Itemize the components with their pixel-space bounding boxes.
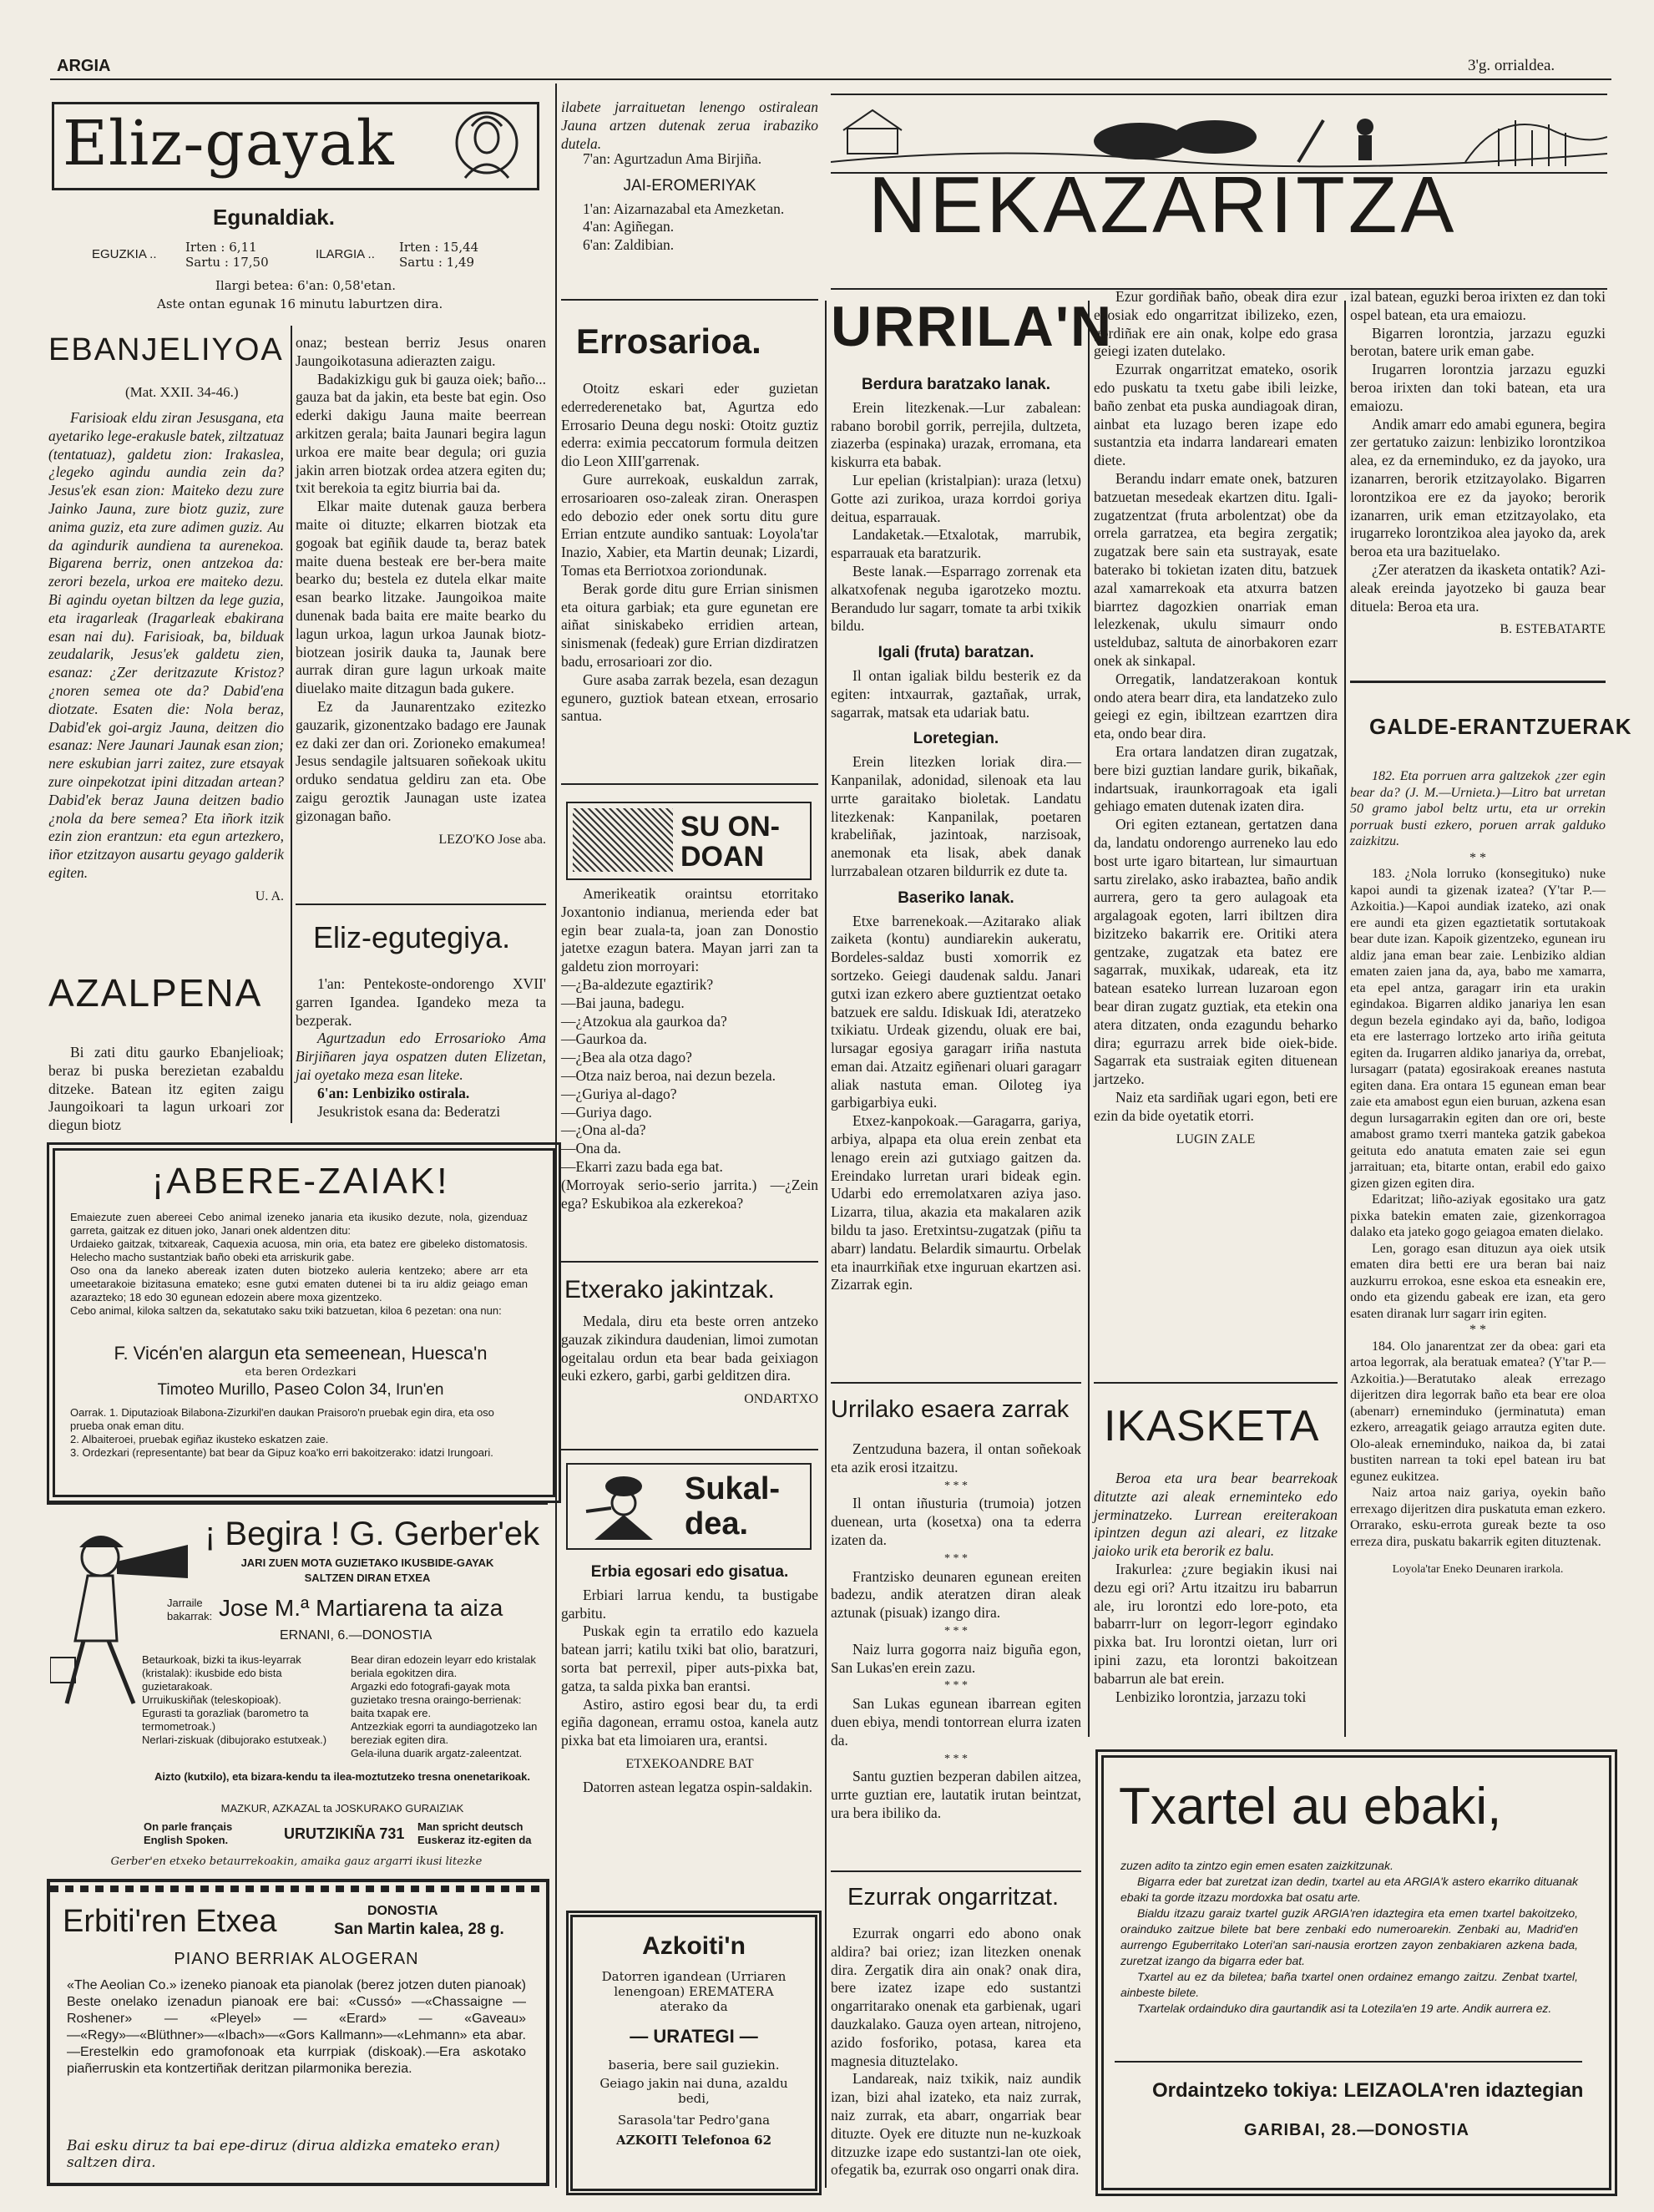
sukaldea-box bbox=[566, 1463, 812, 1550]
ilargi-betea: Ilargi betea: 6'an: 0,58'etan. bbox=[215, 278, 397, 293]
jai-6: 6'an: Zaldibian. bbox=[583, 236, 675, 254]
rule bbox=[1115, 2061, 1582, 2063]
eguzkia-irten: Irten : 6,11 bbox=[185, 240, 257, 255]
abere-vicen: F. Vicén'en alargun eta semeenean, Huesca'n bbox=[114, 1343, 488, 1364]
ebanjeliyoa-heading: EBANJELIYOA bbox=[48, 332, 284, 367]
etxekoandre-signature: ETXEKOANDRE BAT bbox=[625, 1756, 754, 1771]
egutegi-2: Agurtzadun edo Errosarioko Ama Birjiñaren jaya ospatzen duten Elizetan, jai oyetako meza esan liteke. bbox=[296, 1030, 546, 1083]
parle-line: On parle français English Spoken. bbox=[144, 1820, 233, 1846]
esaera-5: San Lukas egunean ibarrean egiten duen ebiya, mendi tontorrean elurra izaten da. bbox=[831, 1695, 1081, 1749]
column-rule bbox=[1088, 301, 1090, 1737]
rule bbox=[561, 1449, 818, 1450]
erbiti-city: DONOSTIA bbox=[367, 1904, 438, 1918]
loretegian-heading: Loretegian. bbox=[913, 730, 999, 748]
ezurak-text-2: Landareak, naiz txikik, naiz aundik izan, bizi ahal izateko, eta naiz zurrak, naiz zurrak, eta abarr, ongarriak bear dituzte. Oyek ere dituzte nun ne-kuzkoak ditzuzke izape edo sustantzi-lan ote oiek, ofegatik ba, ezurrak oso ongarri onak dira. bbox=[831, 2070, 1081, 2179]
column-rule bbox=[291, 326, 292, 1123]
rule bbox=[831, 1870, 1081, 1872]
ilargia-sartu: Sartu : 1,49 bbox=[399, 255, 475, 270]
baseriko-text-2: Etxez-kanpokoak.—Garagarra, gariya, arbiya, alpapa eta olua erein zenbat eta lenago erein azi gutxiago gaitzen da. Ereindako lurretan urari bideak egin. Udarbi edo erremolatxaren aziya jaso. Lizarra, tilua, akazia eta makalaren azik bildu ta jaso. Eretxintsu-zugatzak (piñu ta abarr) landatu. Belardik simaurtu. Orbelak eta inaurrkiñak etxe inguruan ekartzen asi. Zizarrak egin. bbox=[831, 1112, 1081, 1293]
su-ondoan-text: Amerikeatik oraintsu etorritako Joxantonio indianua, merienda eder bat egin bear zuala-ta, joan zan Donostio jatetxe ezagun batera. Mayan jarri zan ta galdetu zion morroyari: bbox=[561, 885, 818, 975]
ondartxo-signature: ONDARTXO bbox=[744, 1392, 818, 1407]
gerber-right-1: Bear diran edozein leyarr edo kristalak beriala egokitzen dira. bbox=[351, 1653, 536, 1679]
erbia-text-4: Datorren astean legatza ospin-saldakin. bbox=[583, 1778, 813, 1795]
azkoitin-ad bbox=[566, 1911, 822, 2195]
galde-184: 184. Olo janarentzat zer da obea: gari eta artoa legorrak, ala beratuak ematea? (Y'tar P.—Azkoitia.)—Beratutako aleak errezago dijeritzen dira legorrak baño eta bear ere oloa (abenarr) erneminduko (jerminatuta) eman ezkero, arreagatik geiago arrautza egiten dute. Olo-aleak erneminduko, naikoa da, bi zatai bustiten narrean ta toki epel batean iru bat egunez eukitzea. bbox=[1350, 1339, 1606, 1484]
col5-text-2: Ezurrak ongarritzat emateko, osorik edo puskatu ta txetu gabe ibili leizke, baño zenbat eta puska aundiagoak diran, ainbat eta luzago beren izape edo sustantzia eta indarra landareari ematen diete. bbox=[1094, 361, 1338, 469]
berdura-heading: Berdura baratzako lanak. bbox=[862, 376, 1050, 393]
column-rule bbox=[1344, 301, 1346, 1737]
col6-text-1: izal batean, eguzki beroa irixten ez dan toki ospel batean, eta ura emaiozu. bbox=[1350, 288, 1606, 323]
eguzkia-label: EGUZKIA .. bbox=[92, 247, 157, 261]
garibai-line: GARIBAI, 28.—DONOSTIA bbox=[1244, 2121, 1469, 2139]
esaera-3: Frantzisko deunaren egunean ereiten badezu, andik ateratzen diran aleak aztunak (pisuak) izango dira. bbox=[831, 1567, 1081, 1622]
dialog-6: —Otza naiz beroa, nai dezun bezela. bbox=[561, 1066, 776, 1084]
printer-line: Loyola'tar Eneko Deunaren irarkola. bbox=[1392, 1563, 1564, 1576]
begira-sub-2: SALTZEN DIRAN ETXEA bbox=[304, 1572, 431, 1584]
mazkur-line: MAZKUR, AZKAZAL ta JOSKURAKO GURAIZIAK bbox=[220, 1802, 464, 1815]
erbia-text-2: Puskak egin ta erratilo edo kazuela batean jarri; katilu txiki bat olio, baratzuri, sorta bat perrexil, piper auts-pixka bat, gatza, ta salda pixka ban erantsi. bbox=[561, 1622, 818, 1694]
errosarioa-text-3: Berak gorde ditu gure Errian sinismen eta oitura garbiak; eta gure egunetan ere aiñat siniskabeko erridien artean, sinismenak (fedeak) gure Errian dizdiratzen badu, errosarioari zor dio. bbox=[561, 580, 818, 670]
decorative-border bbox=[50, 1886, 543, 1892]
galde-183-2: Edaritzat; liño-aziyak egositako ura gatz pixka batekin ematen zaie, gizenkorragoa dalako eta jateko gogo geiagoa ematen dielako. bbox=[1350, 1192, 1606, 1239]
rule bbox=[1094, 1382, 1338, 1384]
eguzkia-sartu: Sartu : 17,50 bbox=[185, 255, 269, 270]
cook-illustration-icon bbox=[578, 1470, 670, 1541]
abere-zaiak-title: ¡ABERE-ZAIAK! bbox=[151, 1161, 450, 1202]
ua-signature: U. A. bbox=[255, 888, 284, 904]
txartel-text-2: Bigarra eder bat zuretzat izan dedin, txartel au eta ARGIA'k astero ekarriko dituanak ebaki ta gorde itzazu mordoxka bat osatu arte. bbox=[1120, 1875, 1578, 1904]
erbiti-text: «The Aeolian Co.» izeneko pianoak eta pianolak (berez jotzen duten pianoak) Beste onelako izenadun pianoak ere bai: «Cussó» —«Chassaigne — Roshener» — «Pleyel» — «Erard» — «Gaveau» —«Regy»—«Blüthner»—«Ibach»—«Gors Kallmann»—«Lehmann» eta abar.—Erestelkin edo gramofonoak eta kurrpiak (diskoak).—Era askotako piañerruskin eta kontzertiñak deritzan pilarmonika berezia. bbox=[67, 1978, 526, 2076]
egutegi-7: 7'an: Agurtzadun Ama Birjiña. bbox=[583, 150, 762, 167]
beste-lanak-text: Beste lanak.—Esparrago zorrenak eta alkatxofenak neguba igarotzeko moztu. Berandudo lur sagarr, tomate ta arbi txikik bildu. bbox=[831, 562, 1081, 635]
masthead-eliz-gayak bbox=[52, 102, 539, 190]
rule bbox=[296, 904, 546, 905]
ikasketa-heading: IKASKETA bbox=[1104, 1402, 1320, 1450]
azalpena-text: Bi zati ditu gaurko Ebanjelioak; beraz bi puska berezietan ezabaldu ditzeke. Batean itz egiten zaigu Jaungoikoari ta lagun urkoari zor diegun biotz bbox=[48, 1044, 284, 1134]
col5-text-3: Berandu indarr emate onek, batzuren batzuetan mesedeak ekartzen ditu. Igali-zugatzentzat (fruta arbolentzat) obe da orrela garratzea, eta begira zergatik; zugatzak bere sain eta sustrayak, esate baterako bi tokietan izaten ditu, batzuek azal xamarrekoak eta atxurra batzen biarrtez dagozkien onarriak eman lelezkenak, ukulu simaurr ondo usteldubaz, saltuta de ainorbakoren ezarr onek ak sinkapal. bbox=[1094, 469, 1338, 669]
gerber-left-3: Egurasti ta gorazliak (barometro ta termometroak.) bbox=[142, 1707, 309, 1733]
txartel-title: Txartel au ebaki, bbox=[1119, 1778, 1502, 1835]
man-spricht-line: Man spricht deutsch Euskeraz itz-egiten da bbox=[417, 1820, 532, 1846]
col5-text-7: Naiz eta sardiñak ugari egon, beti ere ezin da bide oyetatik etorri. bbox=[1094, 1089, 1338, 1124]
errosarioa-heading: Errosarioa. bbox=[576, 321, 761, 361]
ikasketa-text-3: Lenbiziko lorontzia, jarzazu toki bbox=[1115, 1688, 1307, 1705]
dialog-11: —Ekarri zazu bada ega bat. bbox=[561, 1157, 723, 1175]
azkoitin-text-2: baseria, bere sail guziekin. bbox=[608, 2058, 780, 2073]
errosarioa-text-1: Otoitz eskari eder guzietan ederrederenetako bat, Agurtza edo Errosario Deuna degu noski: Otoitz guztiz ederra: eximia peccatorum formula deitzen dio Leon XIII'garrenak. bbox=[561, 380, 818, 470]
gerber-right-2: Argazki edo fotografi-gayak mota guzietako tresna oraingo-berrienak: baita txapak ere. bbox=[351, 1680, 522, 1719]
begira-title: ¡ Begira ! G. Gerber'ek bbox=[205, 1516, 540, 1552]
ebanjelio-text: Farisioak eldu ziran Jesusgana, eta ayetariko lege-erakusle batek, ziltzatuaz (tentatuaz), galdetu zion: Irakaslea, ¿legeko agindu aundia zein da? Jesus'ek esan zion: Maiteko dezu zure Jainko Jauna, zure biotz guziz, zure anima guziz, eta zure adimen guziz. Au da agindurik aundiena ta aurenekoa. Bigarena berriz, onen antzekoa da: zerori bezela, urkoa ere maiteko dezu. Bi agindu oyetan biltzen da lege guzia, eta iragarleak (Iragarleak ebakirana esan nai du). Farisioak, ba, bilduak zeudalarik, Jesus'ek galdetu zien, esanaz: ¿Zer deritzazute Kristoz? ¿noren semea ote da? Dabid'ena diotzate. Esaten die: Nola beraz, Dabid'ek goi-argiz Jauna, deitzen dio esanaz: Nere Jaunari Jaunak esan zion; nere eskubian jarri zaitez, zure etsayak zure oinpekotzat ipini ditzadan artean? Dabid'ek beraz Jauna deitzen badio ¿nola da bere semea? Eta iñork itzik ezin zion erantzun: eta egun artezkero, iñor etzitzayon ausartu geyago galderik egiten. bbox=[48, 409, 284, 881]
column-rule bbox=[825, 301, 827, 2188]
jai-1: 1'an: Aizarnazabal eta Amezketan. bbox=[583, 200, 785, 217]
esaera-1: Zentzuduna bazera, il ontan soñekoak eta azik erosi itzaitzu. bbox=[831, 1440, 1081, 1476]
piano-line: PIANO BERRIAK ALOGERAN bbox=[174, 1950, 419, 1968]
su-ondoan-heading: SU ON-DOAN bbox=[680, 811, 780, 873]
gerber-footer: Gerber'en etxeko betaurrekoakin, amaika gauz argarri ikusi litezke bbox=[110, 1855, 483, 1868]
abere-oarra-2: 2. Albaiteroei, pruebak egiñaz ikusteko eskatzen zaie. bbox=[70, 1433, 329, 1445]
running-head-right: 3'g. orrialdea. bbox=[1468, 57, 1555, 74]
begira-sub-1: JARI ZUEN MOTA GUZIETAKO IKUSBIDE-GAYAK bbox=[240, 1556, 494, 1569]
dialog-3: —¿Atzokua ala gaurkoa da? bbox=[561, 1012, 727, 1030]
abere-timoteo: Timoteo Murillo, Paseo Colon 34, Irun'en bbox=[157, 1381, 444, 1399]
ezurak-text-1: Ezurrak ongarri edo abono onak aldira? bai oriez; izan litezken onenak dira. Zergatik dira ain onak? onak dira, bere izatez izape edo sustantzi ongarritarako onenak eta garbienak, ugari dauzkalako. Gauza oyen artean, nitrojeno, azido fosforiko, potasa, karea eta magnesia dituztelako. bbox=[831, 1925, 1081, 2069]
errosarioa-text-4: Gure asaba zarrak bezela, esan dezagun egunero, guztiok batean etxean, errosario santua. bbox=[561, 671, 818, 725]
lezo-signature: LEZO'KO Jose aba. bbox=[438, 832, 546, 847]
gerber-left-4: Nerlari-ziskuak (dibujorako estutxeak.) bbox=[142, 1734, 327, 1746]
praying-figure-icon bbox=[447, 109, 527, 181]
erbia-text-3: Astiro, astiro egosi bear du, ta erdi egiña dagonean, erramu ostoa, kanela autz pixka bat eta limoiaren ura, erantsi. bbox=[561, 1695, 818, 1749]
gerber-right-4: Gela-iluna duarik argatz-zaleentzat. bbox=[351, 1747, 523, 1759]
lugin-signature: LUGIN ZALE bbox=[1176, 1131, 1256, 1146]
aizto-line: Aizto (kutxilo), eta bizara-kendu ta ilea-moztutzeko tresna onenetarikoak. bbox=[154, 1770, 531, 1783]
igali-text: Il ontan igaliak bildu besterik ez da egiten: intxaurrak, gaztañak, urrak, sagarrak, matsak eta udariak batu. bbox=[831, 666, 1081, 721]
estebatarte-signature: B. ESTEBATARTE bbox=[1500, 622, 1606, 637]
aste-note: Aste ontan egunak 16 minutu laburtzen dira. bbox=[157, 296, 443, 311]
masthead-title: Eliz-gayak bbox=[63, 108, 395, 180]
esaera-4: Naiz lurra gogorra naiz biguña egon, San Lukas'en erein zazu. bbox=[831, 1640, 1081, 1676]
galde-183: 183. ¿Nola lorruko (konsegituko) nuke kapoi aundi ta gizenak izatea? (Y'tar P.—Azkoitia.)—Kapoi aundiak izateko, azi onak ere aundi eta gizen egaztietatik sortutakoak bear dute izan. Kapoik gizentzeko, egunean iru aldiz jana eman bear zaie. Lenbiziko aldian ematen zaien jana da, aya, babo me xamarra, eta epel antza, garagarr irin eta urakin egindakoa. Bigarren aldiko janariya len esan degun bezela egindako ayi da, baño, lodigoa eta ere lasterrago lortzeko arto iriña geituta egiten da. Irugarren aldiko janariya da, orrebat, lursagarr (patata) egosirakoak ereanes nastuta egiten dana. Era ontara 15 egunean eman bear zaie eta amabost egun eien buruan, azkena esan degun lursagarrakin egiten dan ore ori, beste amabost gramo txerri manteka gatzik gabekoa geituta edo anatuta ematen zaie sei egun jarraituan; eta, bitarte ontan, erabil edo gaixo gizen gizen egiten dira. bbox=[1350, 867, 1606, 1191]
col2-text-4: Ez da Jaunarentzako ezitezko gauzarik, gizonentzako badago ere Jaunak ez daki zer dan ori. Zorioneko emakumea! Jesus sendagile jaltsuaren soñekoak ukitu orduko sendatua geldiru zan eta. Obe zaigu geroztik Jaunagan uste izatea gizonagan baño. bbox=[296, 697, 546, 824]
erbiti-street: San Martin kalea, 28 g. bbox=[334, 1921, 504, 1938]
erbiti-title: Erbiti'ren Etxea bbox=[63, 1904, 277, 1939]
dialog-10: —Ona da. bbox=[561, 1140, 621, 1157]
urrilako-heading: Urrilako esaera zarrak bbox=[831, 1396, 1070, 1423]
gerber-left-1: Betaurkoak, bizki ta ikus-leyarrak (kristalak): ikusbide edo bista guzietarakoak. bbox=[142, 1653, 301, 1693]
abere-text-2: Urdaieko gaitzak, txitxareak, Caquexia acuosa, min oria, eta batez ere gibeleko distomatosis. Helecho macho sustantziak baño obeki eta arriskurik gabe. bbox=[70, 1238, 528, 1263]
egutegi-4: Jesukristok esana da: Bederatzi bbox=[317, 1102, 501, 1120]
ezurak-heading: Ezurrak ongarritzat. bbox=[847, 1884, 1060, 1911]
berdura-text-2: Lur epelian (kristalpian): uraza (letxu) Gotte azi zurikoa, uraza korrdoi goriya deitua, esparrauak. bbox=[831, 471, 1081, 525]
ikasketa-text-1: Beroa eta ura bear bearrekoak ditutzte azi aleak erneminteko edo jerminatzeko. Lurrean ereiterakoan ipintzen degun azi aleari, ez litzake jaioko urik eta berorik ez balu. bbox=[1094, 1470, 1338, 1560]
baseriko-text-1: Etxe barrenekoak.—Azitarako aliak zaiketa (kontu) aundiarekin aukeratu, Bordeles-saldaz busti xomorrik ez sortzeko. Geiegi daudenak saldu. Janari gutxi izan ezkero abere guztientzat oetako batzuek ere saldu. Idiskuak Idi, ateratzeko txikiatu. Urdeak gizendu, oluak ere bai, lursagar egosiya garagarr iriña nastuta eman dai. Atzaitz egiñenari oluari garagarr aliak nastuta eman. Oiloteg iya garbigarbiya euki. bbox=[831, 912, 1081, 1111]
galde-182: 182. Eta porruen arra galtzekok ¿zer egin bear da? (J. M.—Urnieta.)—Litro bat urretan 50 gramo jabol beltz urtu, eta ur orrekin porruak busti ezkero, poruen arrak galduko zaizkitzu. bbox=[1350, 769, 1606, 848]
loretegian-text: Erein litezken loriak dira.—Kanpanilak, adonidad, silenoak eta lau urrte garaitako bioletak. Landatu litezkenak: Kanpanilak, poetaren krabeliñak, jazintoak, narzisoak, anemonak eta lisak, abek danak lurrzabalean otzaren bildurrik ez dute ta. bbox=[831, 753, 1081, 879]
rule bbox=[47, 1503, 548, 1505]
dialog-5: —¿Bea ala otza dago? bbox=[561, 1049, 692, 1066]
azalpena-heading: AZALPENA bbox=[48, 971, 263, 1015]
dialog-4: —Gaurkoa da. bbox=[561, 1030, 648, 1048]
erbiti-footer: Bai esku diruz ta bai epe-diruz (dirua aldizka emateko eran) saltzen dira. bbox=[67, 2138, 500, 2171]
dialog-9: —¿Ona al-da? bbox=[561, 1121, 646, 1139]
gerber-right-3: Antzezkiak egorri ta aundiagotzeko lan bereziak egiten dira. bbox=[351, 1720, 538, 1746]
rule bbox=[1350, 681, 1606, 683]
ernani-address: ERNANI, 6.—DONOSTIA bbox=[280, 1628, 432, 1643]
egutegi-3: 6'an: Lenbiziko ostirala. bbox=[317, 1084, 470, 1101]
hearth-illustration-icon bbox=[573, 808, 673, 872]
eliz-egutegiya-heading: Eliz-egutegiya. bbox=[313, 920, 511, 954]
abere-oarra-1: Oarrak. 1. Diputazioak Bilabona-Zizurkil'en daukan Praisoro'n pruebak egin dira, eta oso prueba onak eman ditu. bbox=[70, 1406, 494, 1432]
igali-heading: Igali (fruta) baratzan. bbox=[878, 644, 1034, 662]
gerber-left-2: Urruikuskiñak (teleskopioak). bbox=[142, 1693, 281, 1706]
col6-text-4: Andik amarr edo amabi egunera, begira zer gertatuko zaizun: lenbiziko lorontzikoa alea, ez da erneminduko, ez da jayoko, ura izanarren, berorik etzitzayolako. Bigarren lorontzikoa ere ez da jayoko; berorik izanarren, urik eman etzitzayolako, eta irugarreko lorontzikoa alea jayoko da, arek beroa eta ura bazituelako. bbox=[1350, 415, 1606, 560]
col5-text-6: Ori egiten eztanean, gertatzen dana da, landatu ondorengo aurreneko lau edo bost urte igaro bitartean, lur simaurtuan sartu zirelako, asko irabaztea, baño andik aurrera, gero ta gero aulagoak eta argalagoak egoten, larri ibiltzen dira bizitzeko bakarrik ere. Oritiki atera gentzake, zugatzak eta batez ere sagarrak, muxikak, udareak, eta itz batean esateko lurrean luzaroan egon bear diran zugatz guztiak, eta etekin ona atera ditzaten, onda ezagundu beharko dira; egurrazu arrek bide oiek-bide. Sagarrak eta sustraiak egiten dituenean jartzeko. bbox=[1094, 816, 1338, 1088]
nekazaritza-heading: NEKAZARITZA bbox=[868, 160, 1458, 250]
ilargia-label: ILARGIA .. bbox=[316, 247, 375, 261]
mat-ref: (Mat. XXII. 34-46.) bbox=[125, 384, 239, 400]
esaera-6: Santu guztien bezperan dabilen aitzea, urrte guztian ere, lautatik irutan beintzat, ura bera ibiliko da. bbox=[831, 1768, 1081, 1821]
azkoitin-text-1: Datorren igandean (Urriaren lenengoan) EREMATERA aterako da bbox=[601, 1969, 787, 2014]
jai-eromeriyak-heading: JAI-EROMERIYAK bbox=[623, 176, 756, 195]
azkoitin-title: Azkoiti'n bbox=[642, 1932, 746, 1960]
azkoitin-text-4: Sarasola'tar Pedro'gana bbox=[617, 2113, 771, 2128]
egutegi-1: 1'an: Pentekoste-ondorengo XVII' garren Igandea. Igandeko meza ta bezperak. bbox=[296, 975, 546, 1029]
col5-text-4: Orregatik, landatzerakoan kontuk ondo atera bearr dira, eta landatzeko zulo geiegi ez egin, ibiltzean ezarrtzen dira eta, ondo bear dira. bbox=[1094, 670, 1338, 742]
abere-text-1: Emaiezute zuen abereei Cebo animal izeneko janaria eta ikusiko dezute, nola, gizenduaz garreta, gaitzak ez dituen joko, Janari onek aldentzen ditu: bbox=[70, 1211, 528, 1237]
dialog-12: (Morroyak serio-serio jarrita.) —¿Zein ega? Eskubikoa ala ezkerekoa? bbox=[561, 1176, 818, 1212]
abere-eta: eta beren Ordezkari bbox=[245, 1366, 357, 1379]
running-head-left: ARGIA bbox=[57, 57, 111, 75]
etxerako-heading: Etxerako jakintzak. bbox=[564, 1276, 775, 1303]
urutzikina-phone: URUTZIKIÑA 731 bbox=[284, 1825, 405, 1842]
azkoitin-text-5: AZKOITI Telefonoa 62 bbox=[615, 2133, 772, 2148]
ikasketa-text-2: Irakurlea: ¿zure begiakin ikusi nai dezu egi ori? Artu itzaitzu iru babarrun ale, iru lorontzi edo lore-poto, eta babarrr-lurr on legorr-legorr egindako pixka bat. Iru lorontzi oietan, lurr ori ipini zazu, eta lorontzi bakoitzean babarrun ale bat erein. bbox=[1094, 1560, 1338, 1687]
ordaintzeko-line: Ordaintzeko tokiya: LEIZAOLA'ren idaztegian bbox=[1152, 2079, 1584, 2102]
etxerako-text: Medala, diru eta beste orren antzeko gauzak zikindura daudenian, limoi zumotan ogeitalau ordun eta bear bada geixiagon euki ezkero, garbi, garbi gelditzen dira. bbox=[561, 1313, 818, 1384]
col2-text-3: Elkar maite dutenak gauza berbera maite oi dituzte; elkarren biotzak eta gogoak bat egiñik daude ta, beraz batek maite duena besteak ere ber-bera maite bearko du; bestela ez dutela elkar maite esan bearko litzake. Jaungoikoa maite dunenak bada baita ere maite bearko du lagun urkoa, lagun urkoa Jaunak biotz-biotzean josirik dauka ta, Jaunak bere aurrak diran gure lagun urkoak maite diuelako maite ditzagun bada gukere. bbox=[296, 498, 546, 697]
galde-183-3: Len, gorago esan dituzun aya oiek utsik ematen dira betti ere ura beran bai naiz auzkurru errokoa, esne eskoa eta esneakin ere, ondo eta gizendu gabeak ere izan, eta gero esaten diranak lurr sagarr irin egiten. bbox=[1350, 1241, 1606, 1321]
dialog-7: —¿Guriya al-dago? bbox=[561, 1085, 677, 1102]
abere-text-4: Cebo animal, kiloka saltzen da, sekatutako saku txiki batzuetan, kiloa 6 pezetan: ona nun: bbox=[70, 1304, 502, 1317]
col3-cont: ilabete jarraituetan lenengo ostiralean Jauna artzen dutenak zerua irabaziko dutela. bbox=[561, 99, 818, 152]
col2-text-2: Badakizkigu guk bi gauza oiek; baño... gauza bat da jakin, eta beste bat egin. Oso ederki dakigu Jauna maite beerrean arkitzen gerala; baita Jaunari begira lagun urkoa ere maite bear degula; ori guzia jakin arren biotzak ordea atzera egiten du; txit berekoia ta egitz biurria bai da. bbox=[296, 370, 546, 497]
col6-text-2: Bigarren lorontzia, jarzazu eguzki berotan, batere urik eman gabe. bbox=[1350, 324, 1606, 360]
erbia-text-1: Erbiari larrua kendu, ta bustigabe garbitu. bbox=[561, 1586, 818, 1622]
erbia-heading: Erbia egosari edo gisatua. bbox=[590, 1563, 789, 1581]
berdura-text-1: Erein litezkenak.—Lur zabalean: rabano borobil gorrik, perrejila, dultzeta, ziazerba (espinaka) urazak, erromana, eta kiskurra eta babak. bbox=[831, 398, 1081, 471]
urrila-heading: URRILA'N bbox=[831, 295, 1114, 358]
col6-text-5: ¿Zer ateratzen da ikasketa ontatik? Azi-aleak ereinda jayotzeko bi gauza bear dituela: Beroa eta ura. bbox=[1350, 560, 1606, 615]
esaera-2: Il ontan iñusturia (trumoia) jotzen duenean, urta (kosetxa) ona ta ederra izaten da. bbox=[831, 1495, 1081, 1548]
jai-4: 4'an: Agiñegan. bbox=[583, 218, 675, 235]
abere-oarra-3: 3. Ordezkari (representante) bat bear da Gipuz koa'ko erri bakoitzerako: idatzi Irungoari. bbox=[70, 1446, 493, 1459]
txartel-text-5: Txartelak ordainduko dira gaurtandik asi ta Lotezila'en 19 arte. Andik aurrera ez. bbox=[1137, 2002, 1552, 2015]
rule bbox=[831, 1382, 1081, 1384]
su-ondoan-box bbox=[566, 802, 812, 880]
dialog-8: —Guriya dago. bbox=[561, 1103, 652, 1121]
jose-martiarena: Jose M.ª Martiarena ta aiza bbox=[219, 1595, 503, 1621]
dialog-1: —¿Ba-aldezute egaztirik? bbox=[561, 975, 714, 993]
egunaldiak-heading: Egunaldiak. bbox=[213, 205, 335, 230]
rule bbox=[561, 783, 818, 785]
rule bbox=[561, 1261, 818, 1263]
txartel-text-4: Txartel au ez da biletea; baña txartel onen ordainez emango zaitzu. Zenbat txartel, ainbeste bilete. bbox=[1120, 1970, 1578, 1999]
landaketak-text: Landaketak.—Etxalotak, marrubik, esparrauak eta baratzurik. bbox=[831, 526, 1081, 562]
ilargia-irten: Irten : 15,44 bbox=[399, 240, 479, 255]
galde-heading: GALDE-ERANTZUERAK bbox=[1369, 714, 1632, 739]
col5-text-5: Era ortara landatzen diran zugatzak, bere bizi guztian landare gurik, bikañak, indartsuak, iraunkorragoak eta igali gehiago ematen dutenak izaten dira. bbox=[1094, 742, 1338, 815]
errosarioa-text-2: Gure aurrekoak, euskaldun zarrak, errosarioaren oso-zaleak ziran. Oneraspen edo debozio eder onek sortu ditu gure Errian entzute aundiko santuak: Loyola'tar Inazio, Xabier, eta Martin deunak; Lizardi, Tomas eta Berriotxoa zoriondunak. bbox=[561, 470, 818, 579]
column-rule bbox=[555, 84, 557, 2188]
jarraile-label: Jarraile bakarrak: bbox=[167, 1597, 213, 1622]
txartel-text-1: zuzen adito ta zintzo egin emen esaten zaizkitzunak. bbox=[1120, 1859, 1394, 1872]
azkoitin-text-3: Geiago jakin nai duna, azaldu bedi, bbox=[599, 2076, 788, 2106]
baseriko-heading: Baseriko lanak. bbox=[898, 888, 1014, 907]
abere-text-3: Oso ona da laneko abereak izaten duten biotzeko auleria kentzeko; abere arr eta umeetarakoie bizitasuna emateko; esne gutxi ematen dutenei bi ta iru aldiz geiago eman azarazteko; 18 edo 30 egunean edozein abere moxa gizentzeko. bbox=[70, 1264, 528, 1303]
urategi-title: — URATEGI — bbox=[630, 2026, 758, 2047]
col6-text-3: Irugarren lorontzia jarzazu eguzki beroa irixten dan toki batean, eta ura emaiozu. bbox=[1350, 361, 1606, 414]
sukaldea-heading: Sukal-dea. bbox=[685, 1471, 781, 1541]
dialog-2: —Bai jauna, badegu. bbox=[561, 994, 685, 1011]
col5-text-1: Ezur gordiñak baño, obeak dira ezur egosiak edo ongarritzat ibilizeko, ezen, gordiñak ere ain onak, kolpe edo grasa geiegi izaten dutelako. bbox=[1094, 288, 1338, 360]
galde-184-2: Naiz artoa naiz gariya, oyekin baño errexago dijeritzen dira puskatuta eman ezkero. Orrarako, esku-errota gureak bezte ta oso erreza dira, puskatu bakarrik egiten dituztenak. bbox=[1350, 1486, 1606, 1549]
txartel-text-3: Bialdu itzazu garaiz txartel guzik ARGIA'ren idaztegira eta emen txartel bakoitzeko, orainduko zaitzue bilete bat bere zenbaki edo numeroarekin. Zenbaki au, Madrid'en aurrengo Eguberritako Loteri'an sari-nausia erortzen zayon zenbakiaren azkena bada, zuretzat izango da bigarra eder bat. bbox=[1120, 1906, 1578, 1967]
top-rule bbox=[50, 78, 1611, 80]
rule bbox=[561, 299, 818, 301]
col2-text-1: onaz; bestean berriz Jesus onaren Jaungoikotasuna adierazten zaigu. bbox=[296, 334, 546, 369]
